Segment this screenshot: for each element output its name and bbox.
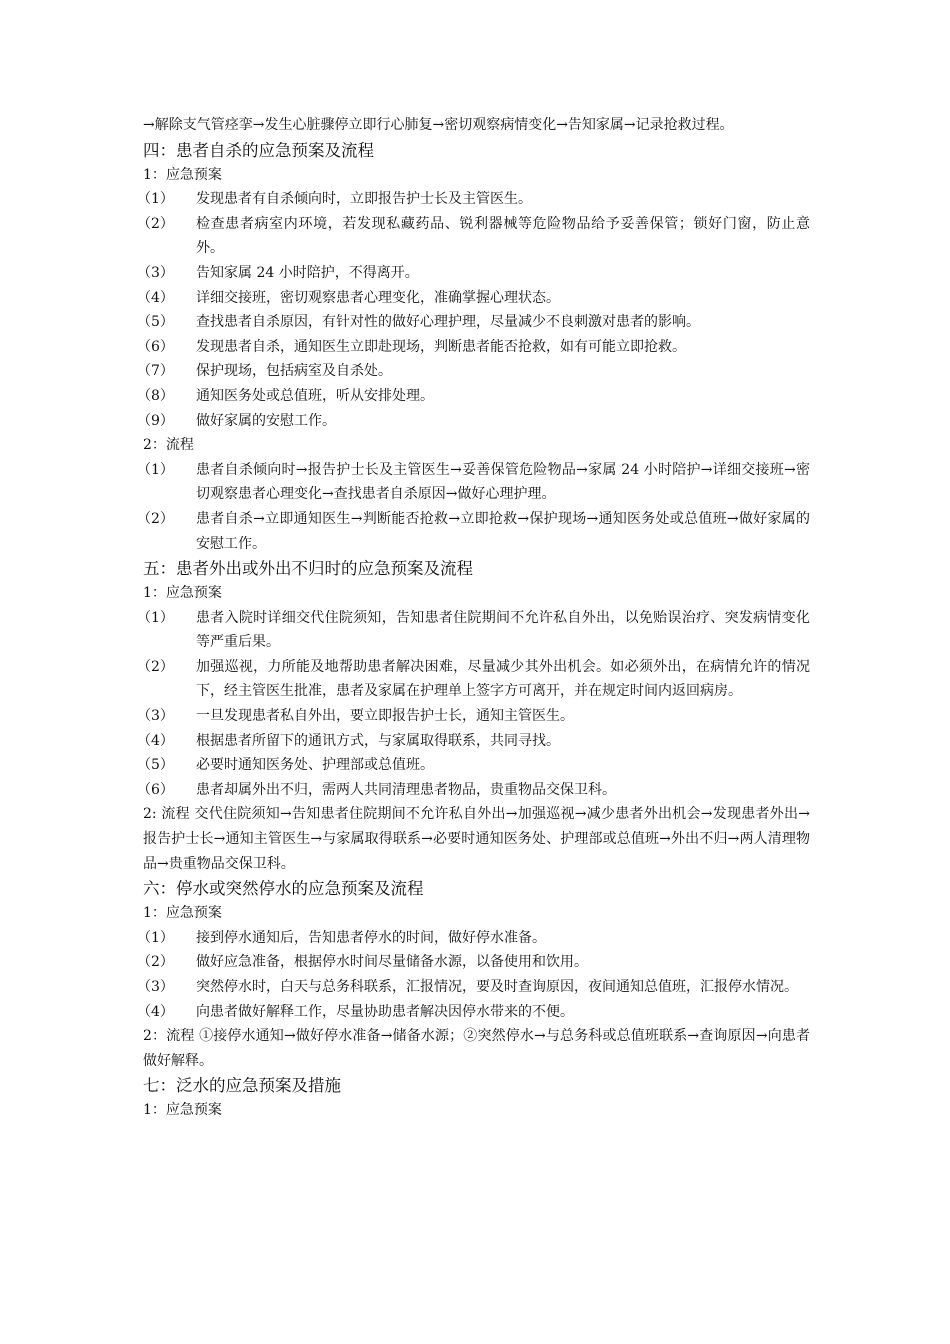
list-item-number: （1） bbox=[137, 461, 174, 478]
list-item-number: （4） bbox=[137, 1003, 174, 1020]
list-item bbox=[137, 458, 810, 507]
list-item-number: （1） bbox=[137, 191, 174, 208]
list-item bbox=[137, 335, 810, 360]
list-item bbox=[137, 729, 810, 754]
list-item-number: （9） bbox=[137, 412, 174, 429]
list-item-text: 患者入院时详细交代住院须知，告知患者住院期间不允许私自外出，以免贻误治疗、突发病情变化等严重后果。 bbox=[196, 609, 810, 651]
list-item-text: 必要时通知医务处、护理部或总值班。 bbox=[196, 757, 434, 774]
list-item-text: 通知医务处或总值班，听从安排处理。 bbox=[196, 387, 434, 404]
list-item-number: （4） bbox=[137, 289, 174, 306]
list-item-number: （6） bbox=[137, 338, 174, 355]
list-item bbox=[137, 409, 810, 434]
list-item bbox=[137, 384, 810, 409]
list-item-text: 突然停水时，白天与总务科联系，汇报情况，要及时查询原因，夜间通知总值班，汇报停水情况。 bbox=[196, 979, 798, 995]
list-item-text: 发现患者自杀，通知医生立即赴现场，判断患者能否抢救，如有可能立即抢救。 bbox=[196, 338, 686, 355]
list-item-number: （2） bbox=[137, 215, 174, 232]
list-item bbox=[137, 310, 810, 335]
list-item bbox=[137, 212, 810, 261]
list-item-number: （3） bbox=[137, 979, 174, 995]
paragraph: 2: 流程 交代住院须知→告知患者住院期间不允许私自外出→加强巡视→减少患者外出机会→发现患者外出→报告护士长→通知主管医生→与家属取得联系→必要时通知医务处、护理部或总值班→外出不归→两人清理物品→贵重物品交保卫科。 bbox=[143, 806, 810, 872]
list-item-number: （1） bbox=[137, 929, 174, 946]
subsection-label: 1：应急预案 bbox=[143, 905, 222, 922]
list-item bbox=[137, 926, 810, 951]
list-item-number: （6） bbox=[137, 781, 174, 798]
list-item-number: （5） bbox=[137, 757, 174, 774]
list-item-number: （3） bbox=[137, 708, 174, 725]
list-item-text: 接到停水通知后，告知患者停水的时间，做好停水准备。 bbox=[196, 929, 546, 946]
paragraph: 2：流程 ①接停水通知→做好停水准备→储备水源；②突然停水→与总务科或总值班联系→查询原因→向患者做好解释。 bbox=[143, 1028, 810, 1069]
list-item bbox=[137, 261, 810, 286]
list-item-number: （3） bbox=[137, 264, 174, 281]
subsection-label: 1：应急预案 bbox=[143, 585, 222, 602]
section-heading: 六：停水或突然停水的应急预案及流程 bbox=[143, 879, 424, 899]
list-item-text: 详细交接班，密切观察患者心理变化，准确掌握心理状态。 bbox=[196, 289, 560, 306]
list-item-text: 患者自杀倾向时→报告护士长及主管医生→妥善保管危险物品→家属 24 小时陪护→详细交接班→密切观察患者心理变化→查找患者自杀原因→做好心理护理。 bbox=[196, 461, 810, 503]
subsection-label: 1：应急预案 bbox=[143, 166, 222, 183]
list-item-number: （2） bbox=[137, 658, 174, 675]
list-item-text: 做好家属的安慰工作。 bbox=[196, 412, 336, 429]
list-item-text: 加强巡视，力所能及地帮助患者解决困难，尽量减少其外出机会。如必须外出，在病情允许的情况下，经主管医生批准，患者及家属在护理单上签字方可离开，并在规定时间内返回病房。 bbox=[196, 658, 810, 700]
section-heading: 五：患者外出或外出不归时的应急预案及流程 bbox=[143, 559, 473, 579]
list-item-text: 保护现场，包括病室及自杀处。 bbox=[196, 363, 392, 380]
subsection-label: 2：流程 bbox=[143, 437, 194, 454]
list-item-text: 做好应急准备，根据停水时间尽量储备水源，以备使用和饮用。 bbox=[196, 954, 588, 971]
list-item-text: 一旦发现患者私自外出，要立即报告护士长，通知主管医生。 bbox=[196, 708, 574, 725]
list-item bbox=[137, 704, 810, 729]
list-item bbox=[137, 655, 810, 704]
document-page bbox=[137, 113, 810, 1123]
list-item-text: 根据患者所留下的通讯方式，与家属取得联系，共同寻找。 bbox=[196, 732, 560, 749]
list-item bbox=[137, 753, 810, 778]
list-item-number: （5） bbox=[137, 314, 174, 331]
list-item bbox=[137, 950, 810, 975]
list-item bbox=[137, 1000, 810, 1025]
list-item-text: 查找患者自杀原因，有针对性的做好心理护理，尽量减少不良刺激对患者的影响。 bbox=[196, 314, 700, 331]
list-item-number: （2） bbox=[137, 954, 174, 971]
list-item-text: 患者自杀→立即通知医生→判断能否抢救→立即抢救→保护现场→通知医务处或总值班→做好家属的安慰工作。 bbox=[196, 510, 810, 552]
list-item-number: （8） bbox=[137, 387, 174, 404]
list-item bbox=[137, 359, 810, 384]
list-item-number: （7） bbox=[137, 363, 174, 380]
list-item-number: （2） bbox=[137, 510, 174, 527]
list-item bbox=[137, 606, 810, 655]
list-item bbox=[137, 975, 810, 1000]
list-item-text: 患者却属外出不归，需两人共同清理患者物品，贵重物品交保卫科。 bbox=[196, 781, 616, 798]
list-item bbox=[137, 507, 810, 556]
section-heading: 四：患者自杀的应急预案及流程 bbox=[143, 140, 374, 160]
list-item-text: 告知家属 24 小时陪护，不得离开。 bbox=[196, 264, 419, 281]
list-item bbox=[137, 286, 810, 311]
list-item-text: 检查患者病室内环境，若发现私藏药品、锐利器械等危险物品给予妥善保管；锁好门窗，防止意外。 bbox=[196, 215, 810, 257]
section-heading: 七：泛水的应急预案及措施 bbox=[143, 1076, 341, 1096]
list-item-text: 发现患者有自杀倾向时，立即报告护士长及主管医生。 bbox=[196, 191, 532, 208]
list-item bbox=[137, 778, 810, 803]
list-item bbox=[137, 187, 810, 212]
list-item-text: 向患者做好解释工作，尽量协助患者解决因停水带来的不便。 bbox=[196, 1003, 574, 1020]
paragraph: →解除支气管痉挛→发生心脏骤停立即行心肺复→密切观察病情变化→告知家属→记录抢救过程。 bbox=[143, 117, 734, 133]
list-item-number: （4） bbox=[137, 732, 174, 749]
subsection-label: 1：应急预案 bbox=[143, 1102, 222, 1119]
list-item-number: （1） bbox=[137, 609, 174, 626]
